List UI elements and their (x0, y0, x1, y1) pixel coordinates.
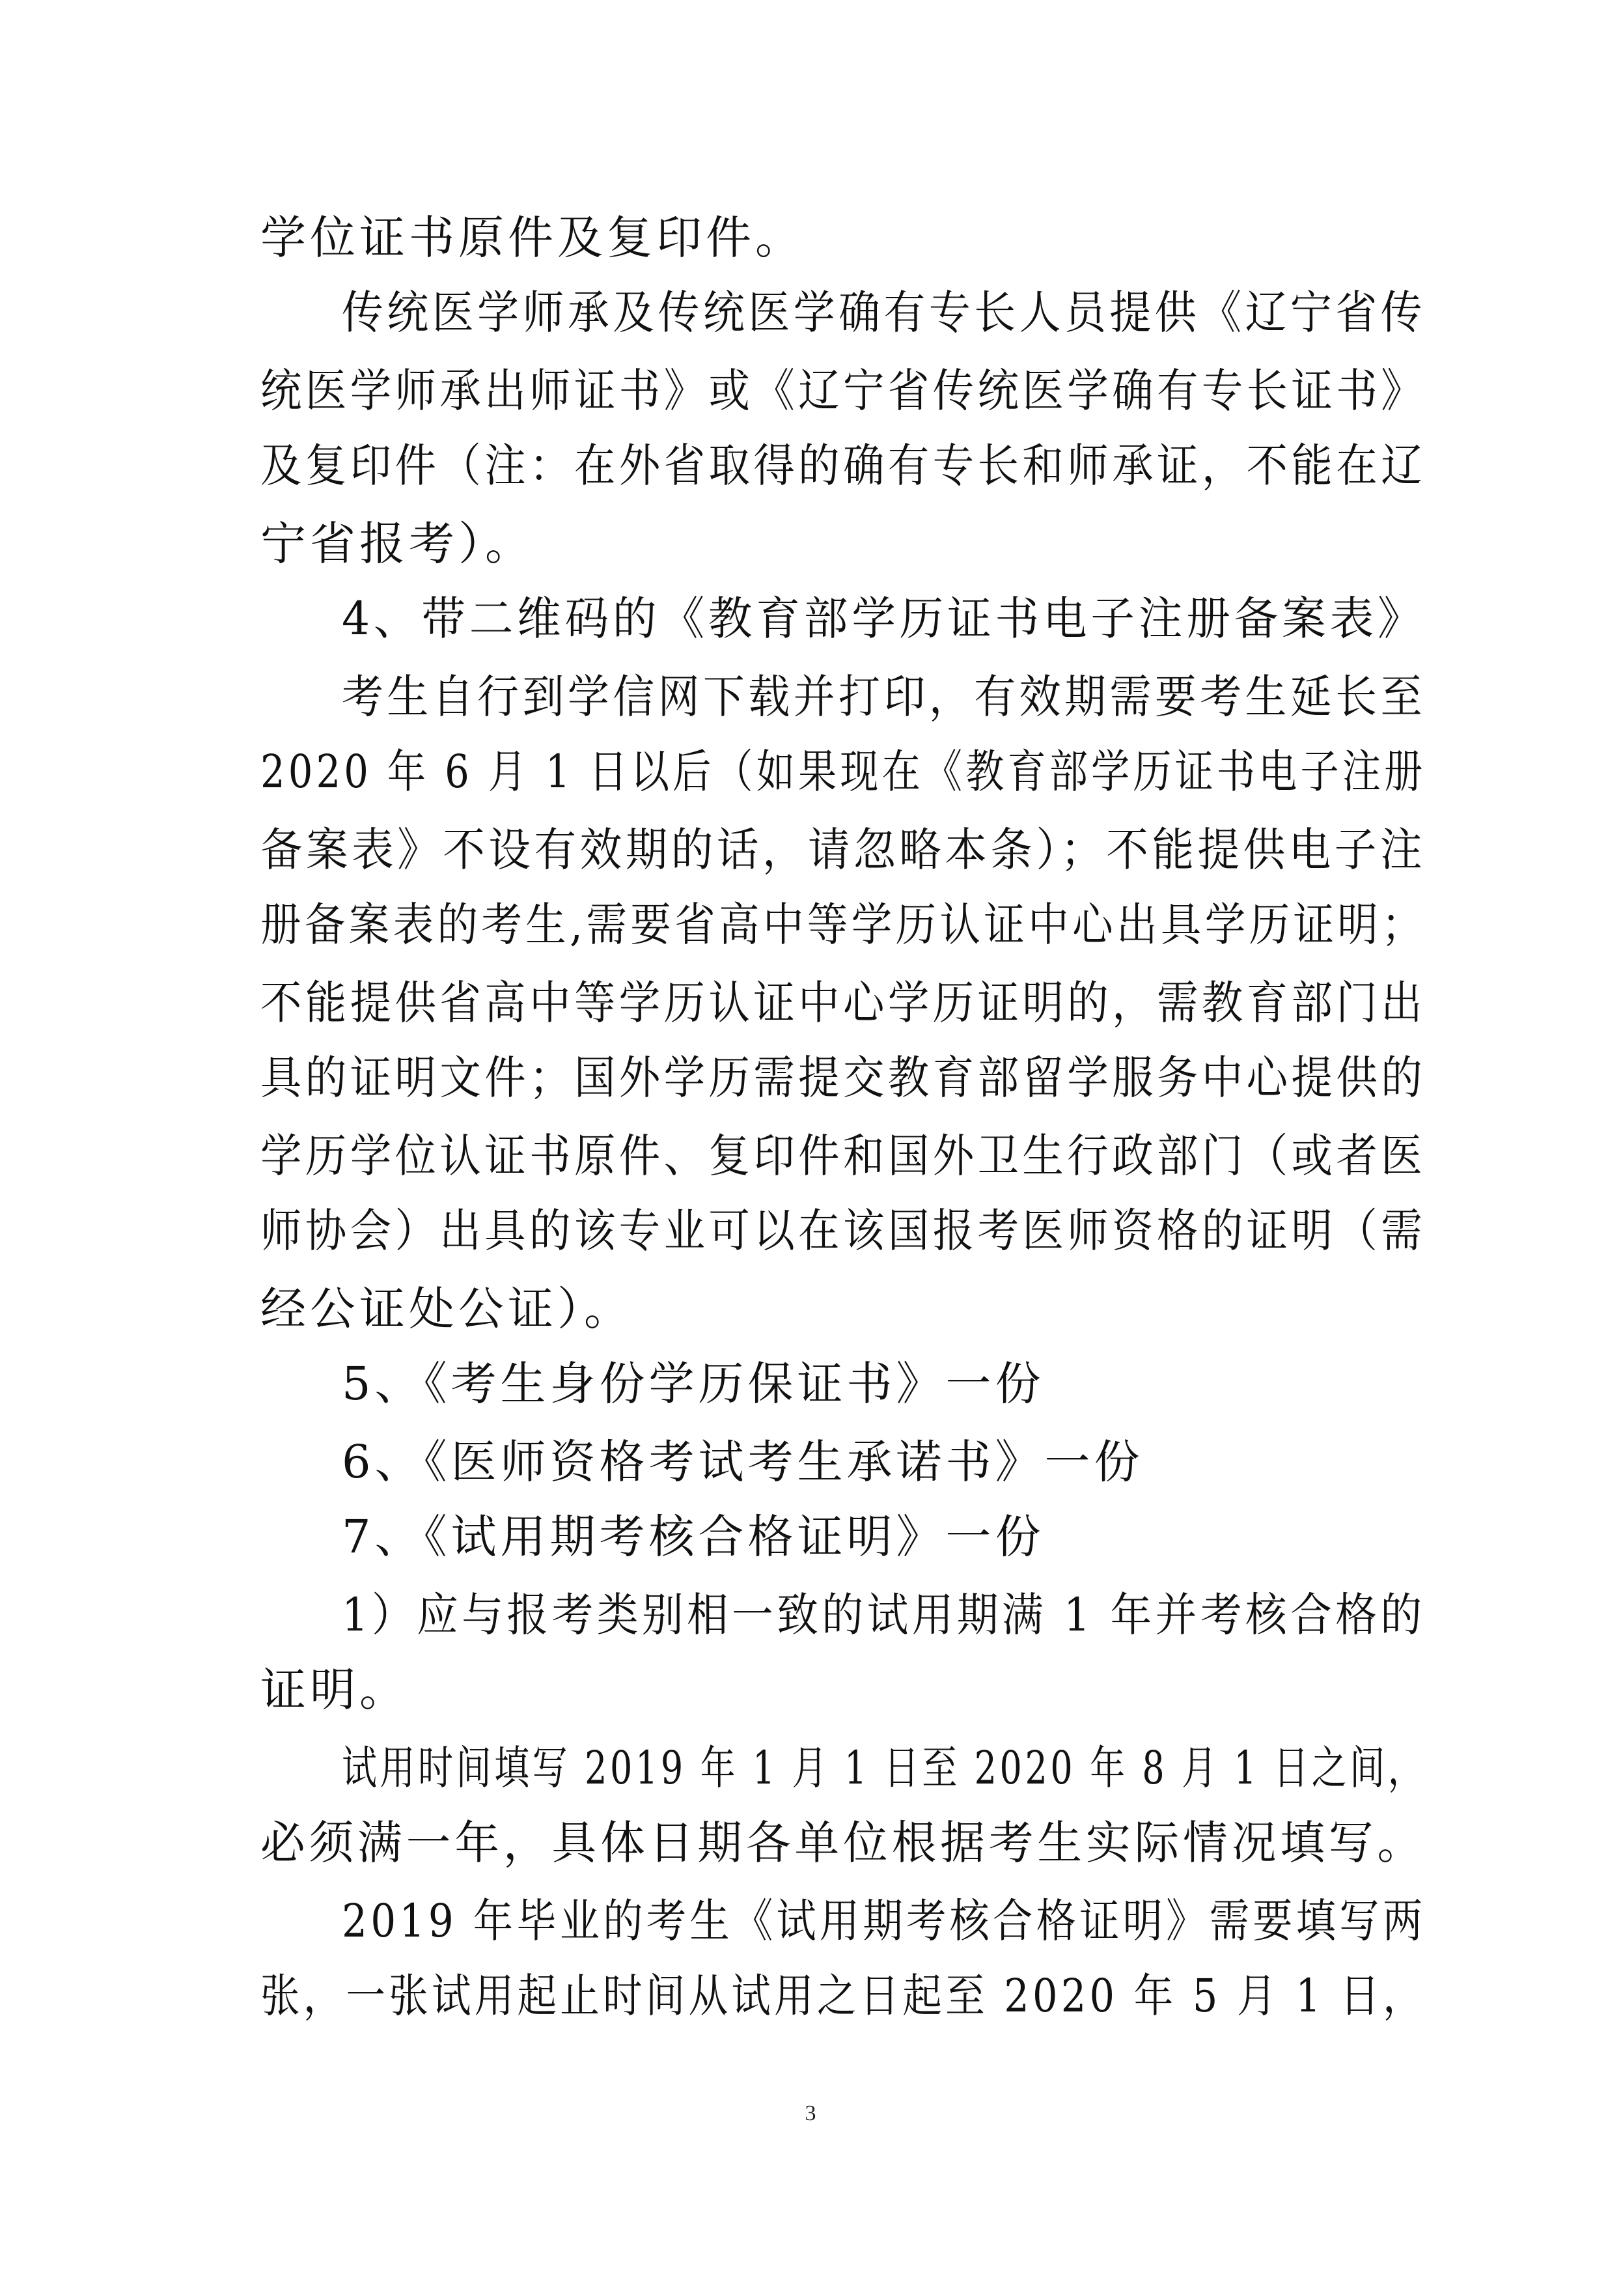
text-line: 必须满一年，具体日期各单位根据考生实际情况填写。 (260, 1816, 1426, 1869)
text-line: 统医学师承出师证书》或《辽宁省传统医学确有专长证书》 (260, 364, 1426, 417)
page-number: 3 (805, 2101, 816, 2125)
text-line: 2020 年 6 月 1 日以后（如果现在《教育部学历证书电子注册 (260, 745, 1426, 798)
text-line: 证明。 (260, 1663, 409, 1716)
text-line: 试用时间填写 2019 年 1 月 1 日至 2020 年 8 月 1 日之间， (342, 1741, 1426, 1795)
text-line: 1）应与报考类别相一致的试用期满 1 年并考核合格的 (342, 1588, 1426, 1642)
text-line: 7、《试用期考核合格证明》一份 (342, 1510, 1045, 1563)
text-line: 不能提供省高中等学历认证中心学历证明的，需教育部门出 (260, 976, 1426, 1029)
text-line: 2019 年毕业的考生《试用期考核合格证明》需要填写两 (342, 1894, 1426, 1948)
text-line: 学位证书原件及复印件。 (260, 211, 805, 264)
text-line: 备案表》不设有效期的话，请忽略本条）；不能提供电子注 (260, 823, 1426, 876)
text-line: 传统医学师承及传统医学确有专长人员提供《辽宁省传 (342, 286, 1426, 339)
text-line: 册备案表的考生,需要省高中等学历认证中心出具学历证明； (260, 898, 1426, 951)
text-line: 张，一张试用起止时间从试用之日起至 2020 年 5 月 1 日， (260, 1969, 1426, 2023)
text-line: 5、《考生身份学历保证书》一份 (342, 1357, 1045, 1410)
text-line: 6、《医师资格考试考生承诺书》一份 (342, 1435, 1144, 1489)
text-line: 宁省报考）。 (260, 517, 534, 570)
text-line: 具的证明文件；国外学历需提交教育部留学服务中心提供的 (260, 1051, 1426, 1104)
text-line: 学历学位认证书原件、复印件和国外卫生行政部门（或者医 (260, 1129, 1426, 1183)
text-line: 及复印件（注：在外省取得的确有专长和师承证，不能在辽 (260, 439, 1426, 492)
text-line: 经公证处公证）。 (260, 1282, 633, 1336)
text-line: 考生自行到学信网下载并打印，有效期需要考生延长至 (342, 670, 1426, 723)
text-line: 4、带二维码的《教育部学历证书电子注册备案表》 (342, 592, 1426, 645)
text-line: 师协会）出具的该专业可以在该国报考医师资格的证明（需 (260, 1204, 1426, 1257)
